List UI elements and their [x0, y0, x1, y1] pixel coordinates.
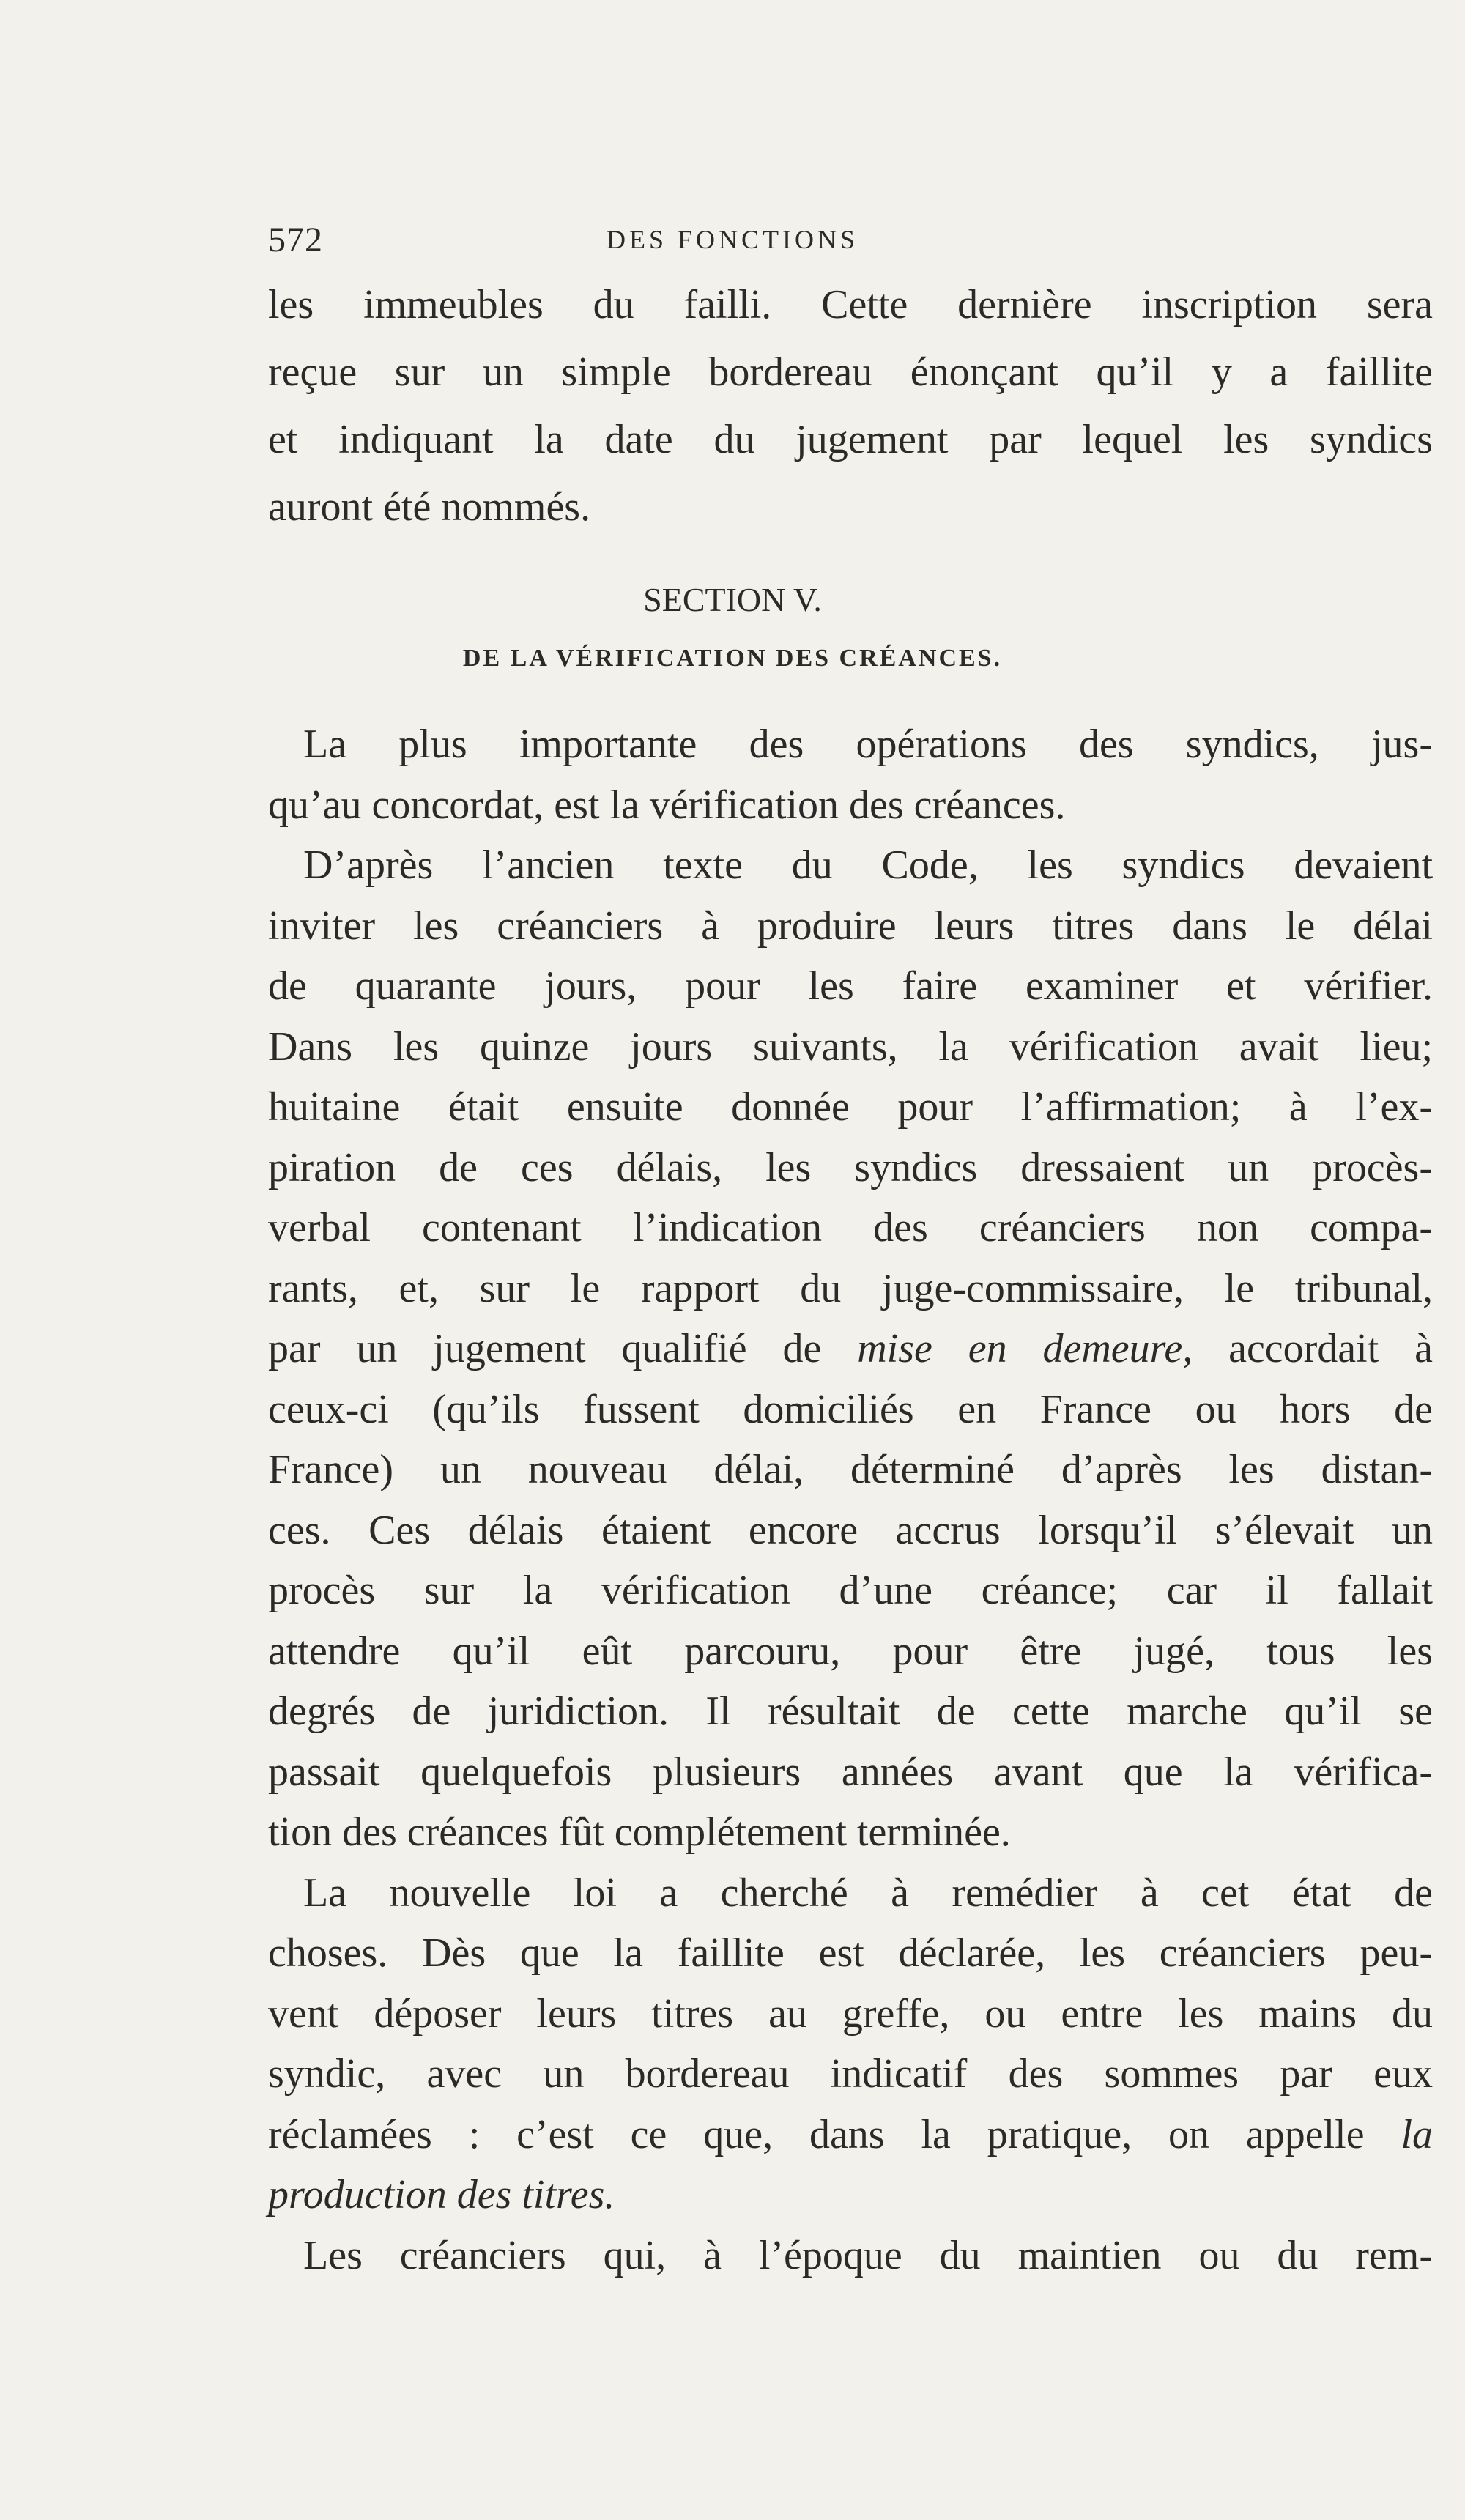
section-subtitle: DE LA VÉRIFICATION DES CRÉANCES.: [462, 645, 1003, 672]
main-text: [268, 714, 1433, 2286]
text-line: attendre qu’il eût parcouru, pour être jugé, tous les: [268, 1628, 1433, 1674]
text-line: verbal contenant l’indication des créanciers non compa-: [268, 1205, 1433, 1250]
text-line: La plus importante des opérations des syndics, jus-: [303, 722, 1433, 767]
intro-paragraph: [268, 271, 1433, 541]
text-line: D’après l’ancien texte du Code, les syndics devaient: [303, 842, 1433, 888]
text-segment: accordait à: [1193, 1326, 1434, 1371]
page-number: 572: [268, 220, 323, 259]
text-line: choses. Dès que la faillite est déclarée, les créanciers peu-: [268, 1930, 1433, 1976]
text-line: inviter les créanciers à produire leurs titres dans le délai: [268, 903, 1433, 949]
text-line: passait quelquefois plusieurs années avant que la vérifica-: [268, 1749, 1433, 1795]
text-line: degrés de juridiction. Il résultait de cette marche qu’il se: [268, 1689, 1433, 1734]
text-line-mixed: [268, 1319, 1433, 1379]
section-title: SECTION V.: [643, 581, 822, 618]
text-line: huitaine était ensuite donnée pour l’affirmation; à l’ex-: [268, 1084, 1433, 1130]
text-line: tion des créances fût complétement terminée.: [268, 1809, 1011, 1855]
text-line: piration de ces délais, les syndics dressaient un procès-: [268, 1144, 1433, 1190]
italic-phrase: mise en demeure,: [857, 1326, 1193, 1371]
italic-line: production des titres.: [268, 2172, 615, 2217]
text-line: et indiquant la date du jugement par lequel les syndics: [268, 417, 1433, 462]
text-line: rants, et, sur le rapport du juge-commissaire, le tribunal,: [268, 1265, 1433, 1311]
text-segment: réclamées : c’est ce que, dans la pratique, on appelle: [268, 2111, 1401, 2157]
text-line: La nouvelle loi a cherché à remédier à cet état de: [303, 1869, 1433, 1916]
running-title: DES FONCTIONS: [606, 225, 859, 254]
text-line-mixed: [268, 2105, 1433, 2165]
text-line: de quarante jours, pour les faire examiner et vérifier.: [268, 963, 1433, 1009]
text-line: vent déposer leurs titres au greffe, ou entre les mains du: [268, 1990, 1433, 2037]
text-line: qu’au concordat, est la vérification des créances.: [268, 782, 1066, 828]
text-line: procès sur la vérification d’une créance; car il fallait: [268, 1568, 1433, 1613]
italic-phrase: la: [1401, 2111, 1433, 2157]
text-line: France) un nouveau délai, déterminé d’après les distan-: [268, 1447, 1433, 1492]
text-line: ces. Ces délais étaient encore accrus lorsqu’il s’élevait un: [268, 1507, 1433, 1553]
text-line: reçue sur un simple bordereau énonçant qu’il y a faillite: [268, 349, 1433, 395]
text-line: auront été nommés.: [268, 484, 591, 530]
text-line: Les créanciers qui, à l’époque du maintien ou du rem-: [303, 2232, 1433, 2278]
text-line: syndic, avec un bordereau indicatif des sommes par eux: [268, 2051, 1433, 2097]
text-line: Dans les quinze jours suivants, la vérification avait lieu;: [268, 1023, 1433, 1070]
text-line: les immeubles du failli. Cette dernière inscription sera: [268, 282, 1433, 327]
text-line: ceux-ci (qu’ils fussent domiciliés en France ou hors de: [268, 1386, 1433, 1432]
text-segment: par un jugement qualifié de: [268, 1326, 858, 1371]
